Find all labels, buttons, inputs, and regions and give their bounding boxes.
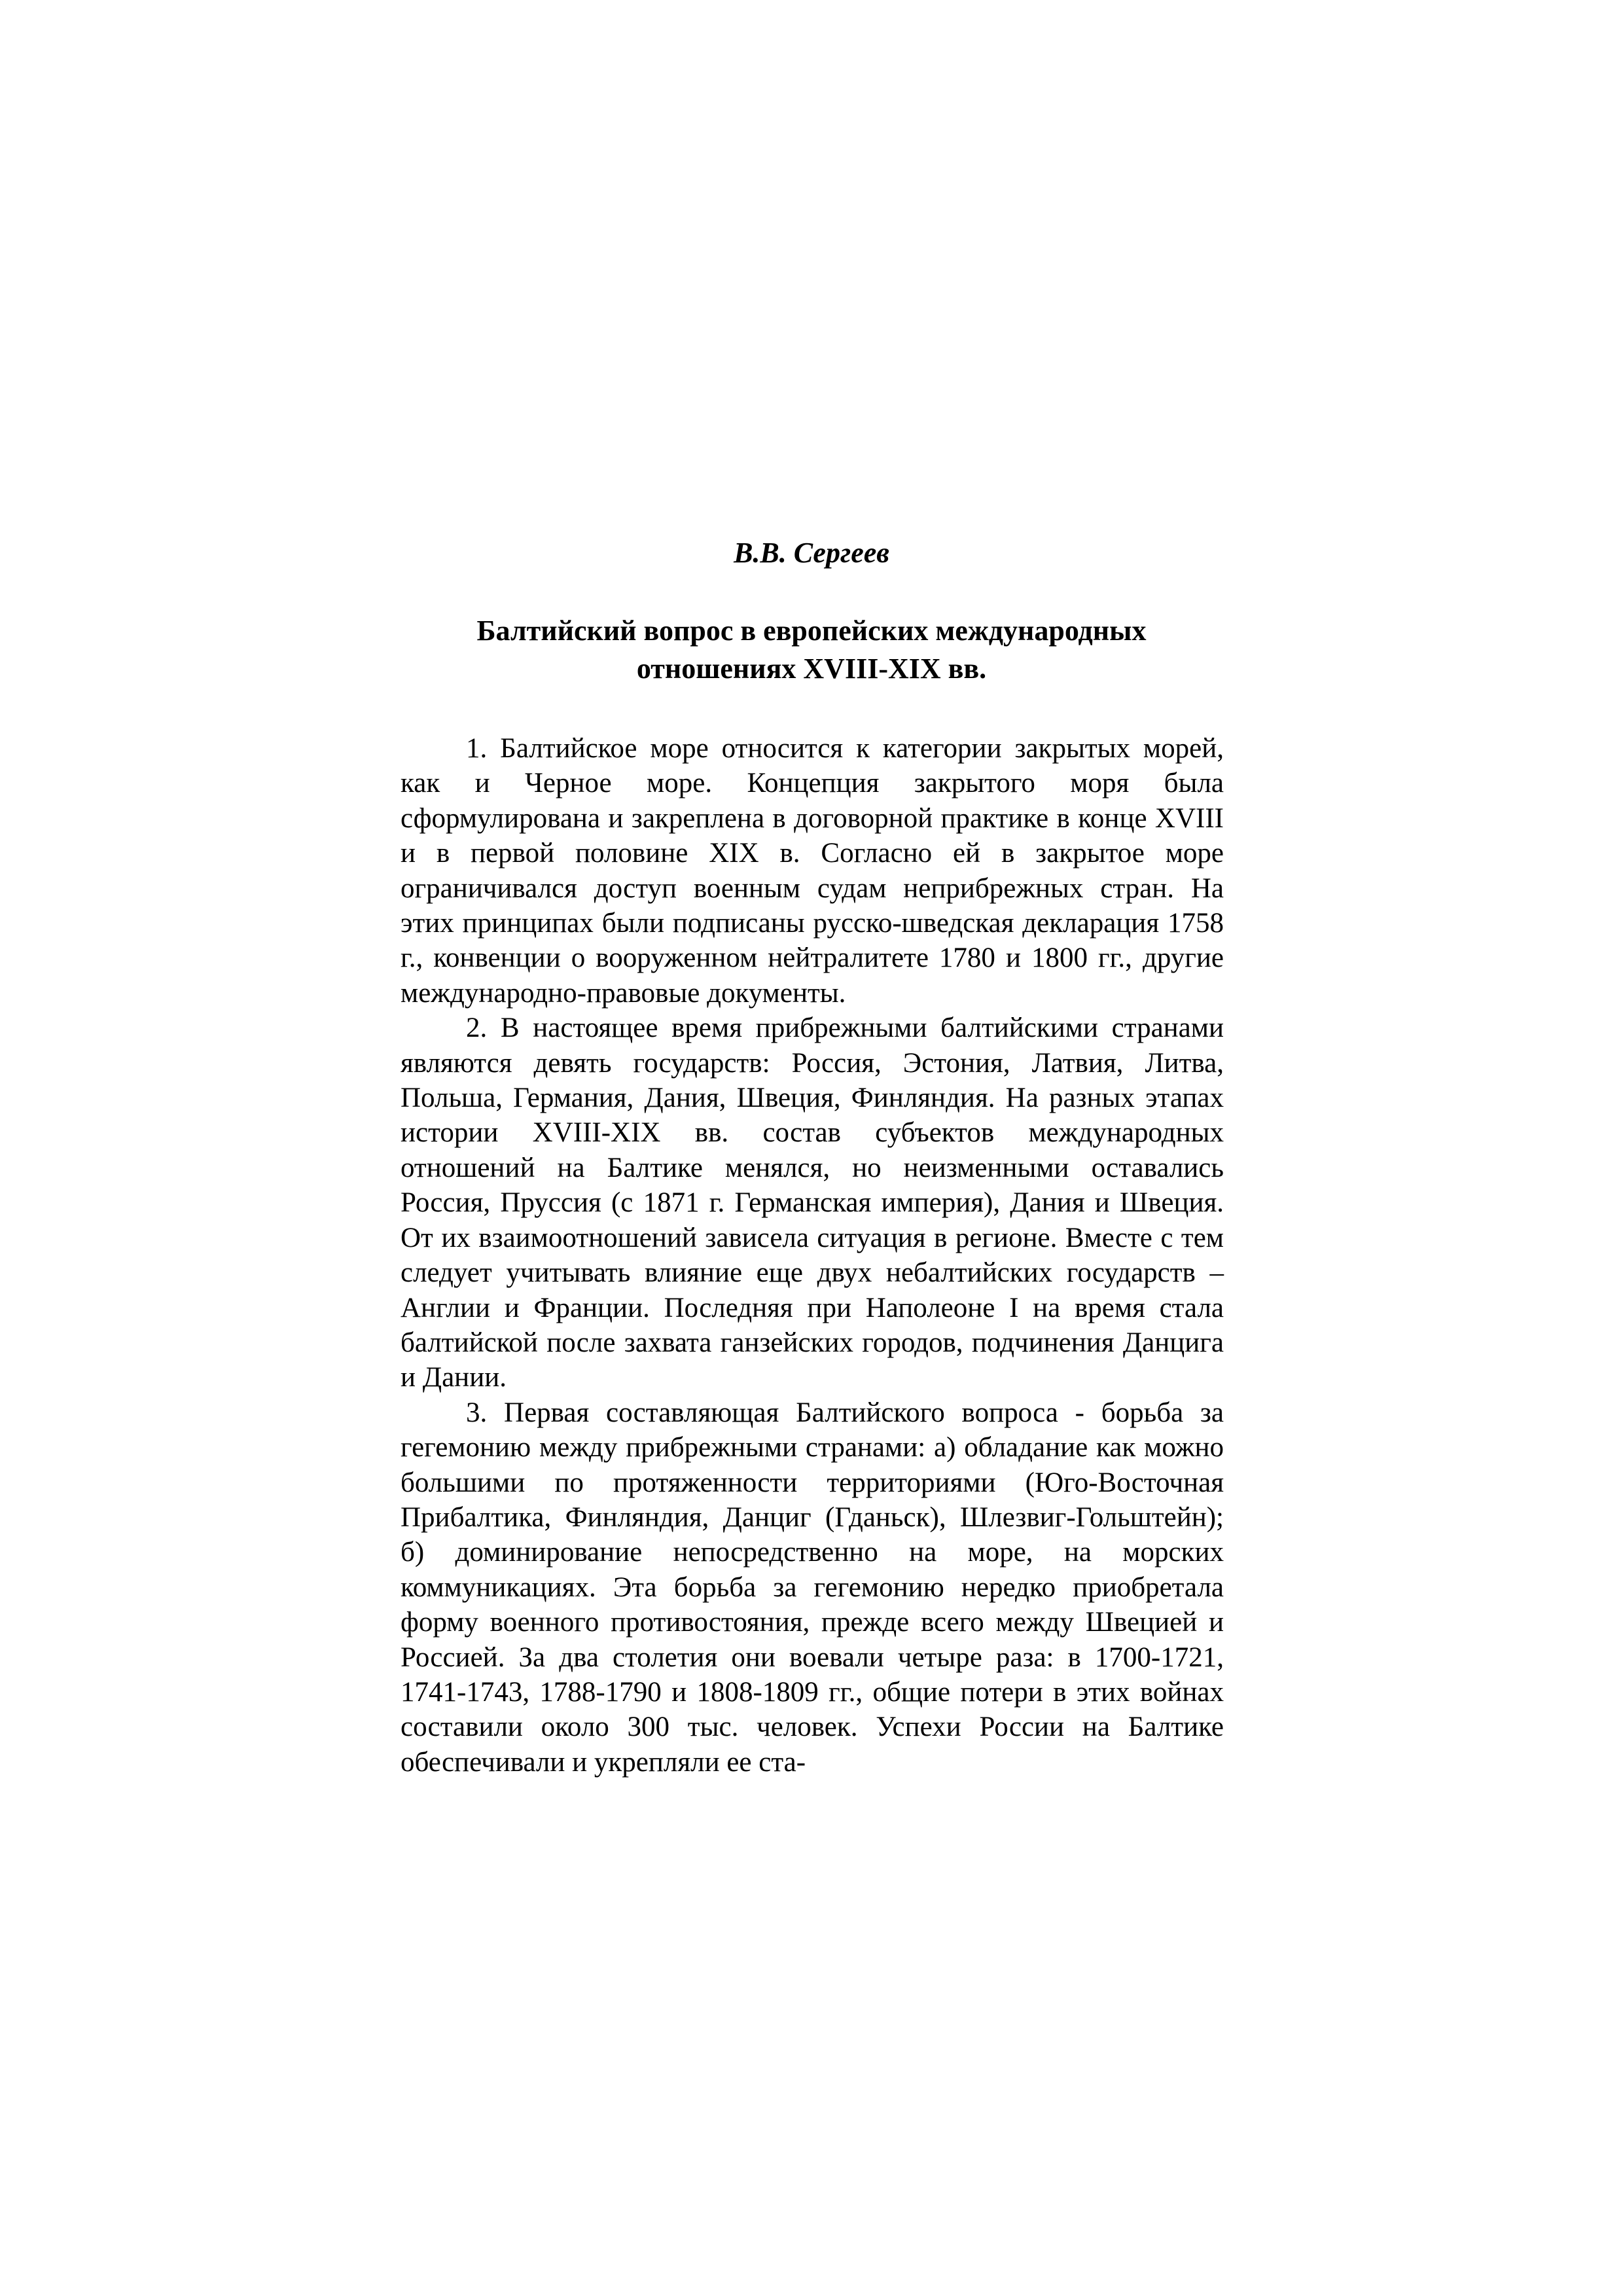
- article-title: [0, 612, 1623, 688]
- paragraph-2: 2. В настоящее время прибрежными балтийскими странами являются девять государств: Россия, Эстония, Латвия, Литва, Польша, Германия, Дания, Швеция, Финляндия. На разных этапах истории XVIII-XIX вв. состав субъектов международных отношений на Балтике менялся, но неизменными оставались Россия, Пруссия (с 1871 г. Германская империя), Дания и Швеция. От их взаимоотношений зависела ситуация в регионе. Вместе с тем следует учитывать влияние еще двух небалтийских государств – Англии и Франции. Последняя при Наполеоне I на время стала балтийской после захвата ганзейских городов, подчинения Данцига и Дании.: [401, 1013, 1224, 1393]
- article-title-line-1: Балтийский вопрос в европейских международных: [476, 615, 1147, 647]
- paragraph-1: 1. Балтийское море относится к категории закрытых морей, как и Черное море. Концепция закрытого моря была сформулирована и закреплена в договорной практике в конце XVIII и в первой половине XIX в. Согласно ей в закрытое море ограничивался доступ военным судам неприбрежных стран. На этих принципах были подписаны русско-шведская декларация 1758 г., конвенции о вооруженном нейтралитете 1780 и 1800 гг., другие международно-правовые документы.: [401, 733, 1224, 1009]
- article-body: [401, 731, 1224, 1780]
- author-name: В.В. Сергеев: [734, 537, 889, 569]
- article-title-line-2: отношениях XVIII-XIX вв.: [636, 653, 987, 685]
- paragraph-3: 3. Первая составляющая Балтийского вопроса - борьба за гегемонию между прибрежными странами: а) обладание как можно большими по протяженности территориями (Юго-Восточная Прибалтика, Финляндия, Данциг (Гданьск), Шлезвиг-Гольштейн); б) доминирование непосредственно на море, на морских коммуникациях. Эта борьба за гегемонию нередко приобретала форму военного противостояния, прежде всего между Швецией и Россией. За два столетия они воевали четыре раза: в 1700-1721, 1741-1743, 1788-1790 и 1808-1809 гг., общие потери в этих войнах составили около 300 тыс. человек. Успехи России на Балтике обеспечивали и укрепляли ее ста-: [401, 1397, 1224, 1778]
